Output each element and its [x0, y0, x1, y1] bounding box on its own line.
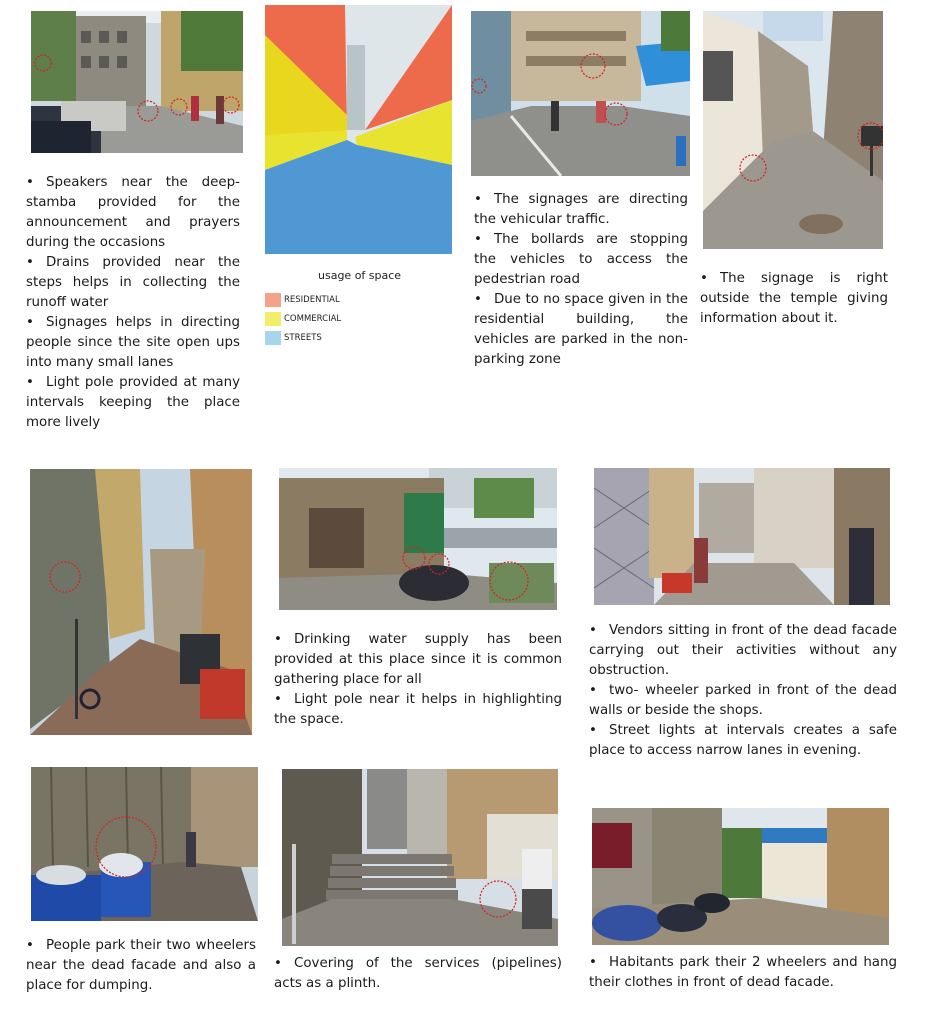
bullet-text: Signages helps in directing people since the site open ups into many small lanes: [26, 315, 240, 370]
bullet-icon: •: [26, 255, 34, 270]
list-item: [26, 936, 256, 996]
list-item: [26, 253, 240, 313]
bullet-icon: •: [274, 956, 282, 971]
legend-label: RESIDENTIAL: [284, 294, 340, 305]
list-item: [274, 630, 562, 690]
legend-streets: [265, 328, 341, 347]
bullet-icon: •: [26, 375, 34, 390]
bullet-icon: •: [700, 271, 708, 286]
bullet-icon: •: [274, 692, 282, 707]
photo-narrow-lane-bikes: [30, 469, 252, 735]
bullet-text: Vendors sitting in front of the dead facade carrying out their activities without any obstruction.: [589, 623, 897, 678]
dumping-notes: [26, 936, 256, 996]
list-item: [589, 681, 897, 721]
bullet-text: The signages are directing the vehicular traffic.: [474, 192, 688, 227]
bullet-text: People park their two wheelers near the dead facade and also a place for dumping.: [26, 938, 256, 993]
bullet-text: Drinking water supply has been provided at this place since it is common gathering place for all: [274, 632, 562, 687]
bullet-icon: •: [589, 723, 597, 738]
list-item: [274, 690, 562, 730]
legend-commercial: [265, 309, 341, 328]
list-item: [274, 954, 562, 994]
list-item: [26, 313, 240, 373]
legend-label: STREETS: [284, 332, 322, 343]
photo-stairs-pipelines: [282, 769, 558, 946]
bullet-text: Light pole near it helps in highlighting the space.: [274, 692, 562, 727]
bullet-text: Due to no space given in the residential building, the vehicles are parked in the non-parking zone: [474, 292, 688, 367]
bullet-text: two- wheeler parked in front of the dead walls or beside the shops.: [589, 683, 897, 718]
usage-legend: [265, 290, 341, 347]
bullet-text: Speakers near the deep-stamba provided for the announcement and prayers during the occasions: [26, 175, 240, 250]
usage-of-space-caption: usage of space: [318, 269, 402, 282]
bullet-icon: •: [474, 232, 482, 247]
photo-clothes-two-wheelers: [592, 808, 889, 945]
photo-vendors-dead-facade: [594, 468, 890, 605]
photo-usage-of-space-overlay: [265, 5, 452, 254]
bullet-text: Covering of the services (pipelines) acts as a plinth.: [274, 956, 562, 991]
photo-signage-junction: [471, 11, 690, 176]
drinking-water-notes: [274, 630, 562, 730]
photo-deepstamba-street: [31, 11, 243, 153]
list-item: [26, 173, 240, 253]
bullet-text: Habitants park their 2 wheelers and hang their clothes in front of dead facade.: [589, 955, 897, 990]
bullet-icon: •: [474, 292, 482, 307]
legend-swatch-commercial: [265, 312, 281, 326]
list-item: [589, 953, 897, 993]
list-item: [474, 230, 688, 290]
vendors-notes: [589, 621, 897, 761]
bullet-text: Street lights at intervals creates a safe place to access narrow lanes in evening.: [589, 723, 897, 758]
list-item: [589, 621, 897, 681]
bullet-icon: •: [274, 632, 282, 647]
photo-drinking-water-point: [279, 468, 557, 610]
bullet-text: The signage is right outside the temple giving information about it.: [700, 271, 888, 326]
photo-temple-lane: [703, 11, 883, 249]
bullet-icon: •: [26, 175, 34, 190]
signage-notes: [474, 190, 688, 370]
bullet-icon: •: [589, 683, 597, 698]
list-item: [700, 269, 888, 329]
deepstamba-notes: [26, 173, 240, 433]
bullet-icon: •: [474, 192, 482, 207]
clothes-notes: [589, 953, 897, 993]
legend-swatch-residential: [265, 293, 281, 307]
list-item: [474, 290, 688, 370]
legend-label: COMMERCIAL: [284, 313, 342, 324]
list-item: [474, 190, 688, 230]
bullet-icon: •: [26, 315, 34, 330]
bullet-icon: •: [589, 623, 597, 638]
photo-dumping-dead-facade: [31, 767, 258, 921]
bullet-text: Light pole provided at many intervals keeping the place more lively: [26, 375, 240, 430]
bullet-icon: •: [589, 955, 597, 970]
pipelines-notes: [274, 954, 562, 994]
bullet-text: Drains provided near the steps helps in collecting the runoff water: [26, 255, 240, 310]
list-item: [589, 721, 897, 761]
list-item: [26, 373, 240, 433]
bullet-text: The bollards are stopping the vehicles to access the pedestrian road: [474, 232, 688, 287]
legend-swatch-streets: [265, 331, 281, 345]
bullet-icon: •: [26, 938, 34, 953]
temple-signage-notes: [700, 269, 888, 329]
legend-residential: [265, 290, 341, 309]
